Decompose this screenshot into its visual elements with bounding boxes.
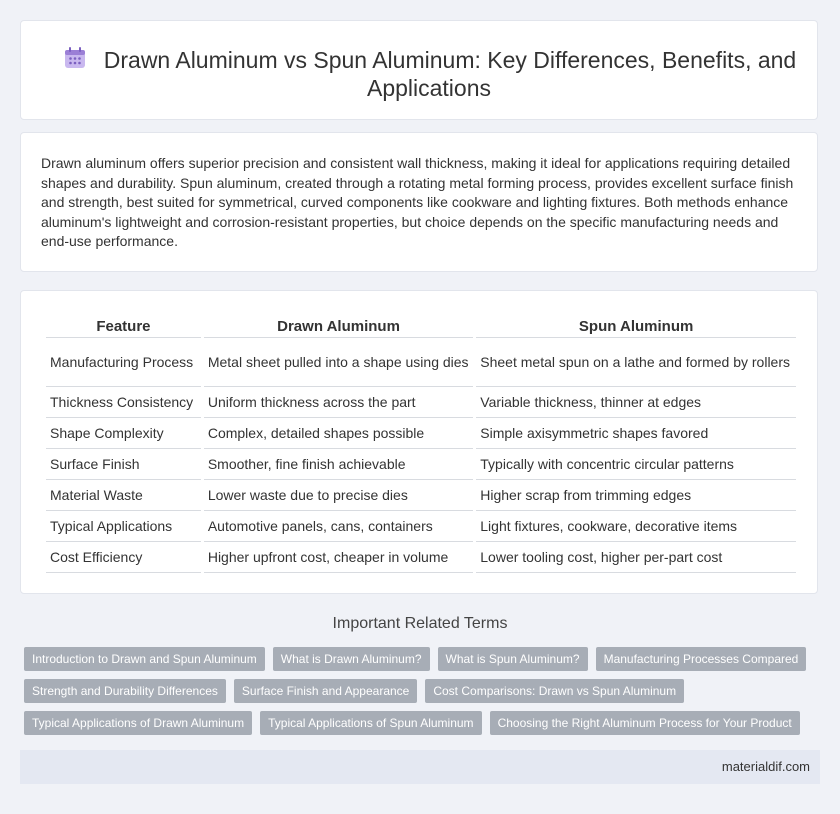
comparison-table <box>43 315 799 573</box>
spun-cell: Typically with concentric circular patterns <box>476 449 796 480</box>
tag-row <box>24 647 820 679</box>
drawn-cell: Lower waste due to precise dies <box>204 480 473 511</box>
related-term-link[interactable]: What is Drawn Aluminum? <box>273 647 430 671</box>
drawn-cell: Smoother, fine finish achievable <box>204 449 473 480</box>
table-row <box>46 542 796 573</box>
drawn-cell: Automotive panels, cans, containers <box>204 511 473 542</box>
spun-cell: Light fixtures, cookware, decorative items <box>476 511 796 542</box>
spun-cell: Variable thickness, thinner at edges <box>476 387 796 418</box>
comparison-card <box>20 290 818 594</box>
feature-cell: Cost Efficiency <box>46 542 201 573</box>
feature-cell: Material Waste <box>46 480 201 511</box>
related-term-link[interactable]: Strength and Durability Differences <box>24 679 226 703</box>
feature-cell: Thickness Consistency <box>46 387 201 418</box>
feature-cell: Shape Complexity <box>46 418 201 449</box>
calendar-grid-icon <box>62 45 88 71</box>
drawn-cell: Metal sheet pulled into a shape using dies <box>204 338 473 387</box>
spun-cell: Lower tooling cost, higher per-part cost <box>476 542 796 573</box>
spun-cell: Simple axisymmetric shapes favored <box>476 418 796 449</box>
drawn-cell: Higher upfront cost, cheaper in volume <box>204 542 473 573</box>
table-row <box>46 387 796 418</box>
intro-paragraph: Drawn aluminum offers superior precision and consistent wall thickness, making it ideal for applications requiring detailed shapes and durability. Spun aluminum, created through a rotating metal forming process, provides excellent surface finish and strength, best suited for symmetrical, curved components like cookware and lighting fixtures. Both methods enhance aluminum's lightweight and corrosion-resistant properties, but choice depends on the specific manufacturing needs and end-use performance. <box>41 155 794 249</box>
header-feature: Feature <box>46 315 201 338</box>
related-term-link[interactable]: Typical Applications of Spun Aluminum <box>260 711 481 735</box>
page-title-wrap <box>61 45 797 102</box>
related-term-link[interactable]: Surface Finish and Appearance <box>234 679 417 703</box>
footer-site[interactable]: materialdif.com <box>721 759 810 774</box>
table-row <box>46 511 796 542</box>
table-row <box>46 338 796 387</box>
footer <box>20 750 820 784</box>
related-term-link[interactable]: Cost Comparisons: Drawn vs Spun Aluminum <box>425 679 684 703</box>
feature-cell: Surface Finish <box>46 449 201 480</box>
related-term-link[interactable]: Typical Applications of Drawn Aluminum <box>24 711 252 735</box>
feature-cell: Typical Applications <box>46 511 201 542</box>
related-terms-list <box>24 647 820 743</box>
related-term-link[interactable]: Manufacturing Processes Compared <box>596 647 807 671</box>
drawn-cell: Complex, detailed shapes possible <box>204 418 473 449</box>
related-term-link[interactable]: What is Spun Aluminum? <box>438 647 588 671</box>
header-drawn: Drawn Aluminum <box>204 315 473 338</box>
spun-cell: Higher scrap from trimming edges <box>476 480 796 511</box>
header-card <box>20 20 818 120</box>
intro-card <box>20 132 818 272</box>
tag-row <box>24 679 820 711</box>
table-header-row <box>46 315 796 338</box>
page-title: Drawn Aluminum vs Spun Aluminum: Key Differences, Benefits, and Applications <box>103 47 797 101</box>
header-spun: Spun Aluminum <box>476 315 796 338</box>
drawn-cell: Uniform thickness across the part <box>204 387 473 418</box>
table-row <box>46 418 796 449</box>
related-term-link[interactable]: Choosing the Right Aluminum Process for Your Product <box>490 711 800 735</box>
tag-row <box>24 711 820 743</box>
related-term-link[interactable]: Introduction to Drawn and Spun Aluminum <box>24 647 265 671</box>
related-terms-title: Important Related Terms <box>332 615 508 632</box>
feature-cell: Manufacturing Process <box>46 338 201 387</box>
table-row <box>46 480 796 511</box>
spun-cell: Sheet metal spun on a lathe and formed by rollers <box>476 338 796 387</box>
table-row <box>46 449 796 480</box>
